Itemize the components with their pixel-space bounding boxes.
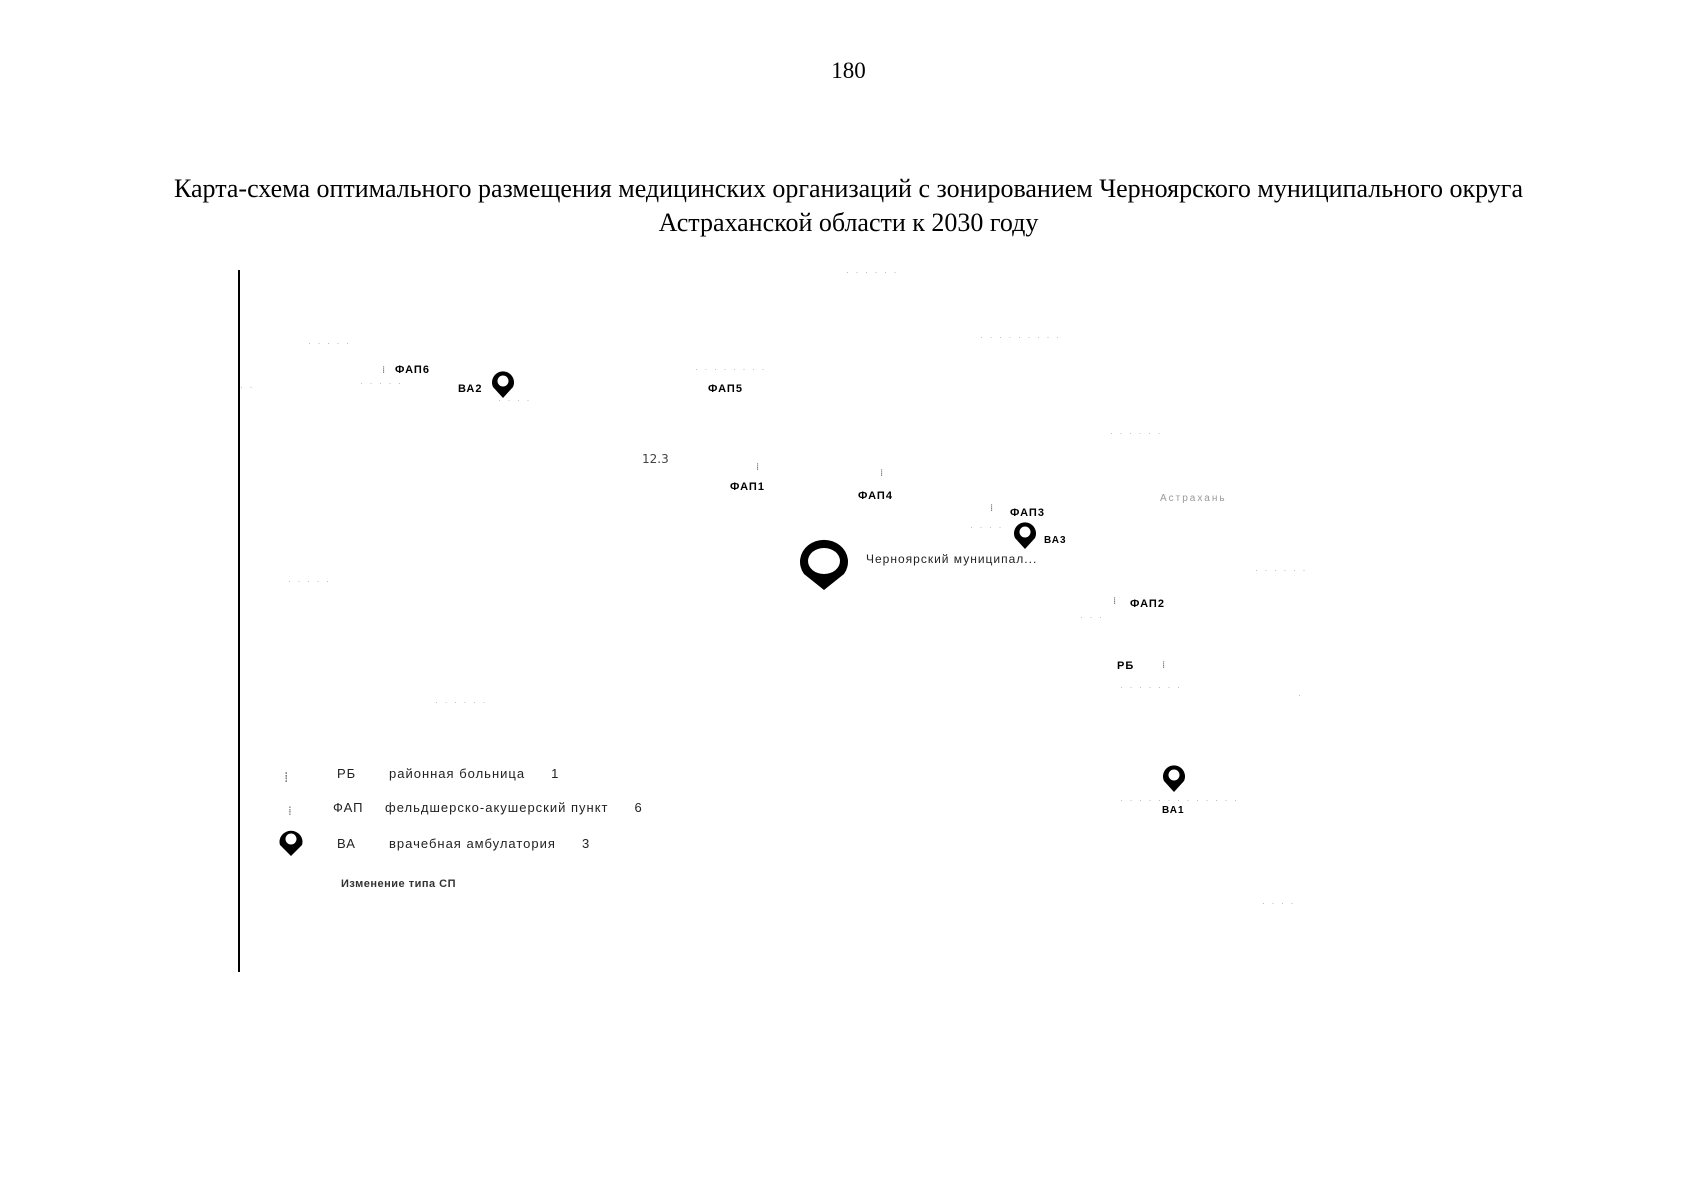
faint-place-label: · · · · bbox=[970, 522, 1004, 532]
label-va2: ВА2 bbox=[458, 383, 483, 395]
faint-place-label: · · · · · bbox=[308, 338, 351, 348]
title-line-2: Астраханской области к 2030 году bbox=[658, 208, 1039, 237]
legend-desc: районная больница bbox=[389, 766, 526, 781]
legend-abbr: ФАП bbox=[333, 800, 364, 815]
fap-marker-icon: ⁞ bbox=[880, 468, 884, 479]
legend-count: 1 bbox=[551, 766, 560, 781]
center-pin-icon[interactable] bbox=[796, 538, 852, 594]
fap-marker-icon: ⁞ bbox=[756, 462, 760, 473]
legend-item-va bbox=[337, 836, 590, 851]
faint-place-label: · bbox=[1298, 690, 1303, 700]
legend-note: Изменение типа СП bbox=[341, 878, 457, 890]
faint-place-label: · · · · · · bbox=[1110, 428, 1163, 438]
map-pin-icon[interactable] bbox=[1010, 521, 1040, 551]
label-fap6: ФАП6 bbox=[395, 364, 430, 376]
legend-abbr: ВА bbox=[337, 836, 356, 851]
legend-count: 3 bbox=[581, 836, 591, 851]
map-pin-icon[interactable] bbox=[488, 370, 518, 400]
legend-desc: фельдшерско-акушерский пункт bbox=[385, 800, 609, 815]
map-pin-icon bbox=[276, 828, 306, 858]
legend-item-rb bbox=[337, 766, 559, 781]
faint-place-label: · · · · · bbox=[360, 378, 403, 388]
label-fap4: ФАП4 bbox=[858, 490, 893, 502]
map-pin-icon[interactable] bbox=[1159, 764, 1189, 794]
label-astrakhan: Астрахань bbox=[1160, 493, 1227, 504]
faint-place-label: · · · · · · bbox=[1255, 565, 1308, 575]
faint-place-label: · · · · bbox=[1262, 898, 1296, 908]
faint-place-label: · · · · · · · · · bbox=[980, 332, 1061, 342]
fap-marker-icon: ⁞ bbox=[990, 503, 994, 514]
label-va1: ВА1 bbox=[1162, 805, 1185, 816]
page-number: 180 bbox=[831, 58, 866, 83]
legend-item-fap bbox=[333, 800, 643, 815]
faint-place-label: · · · · · · bbox=[846, 267, 899, 277]
fap-marker-icon: ⁞ bbox=[1113, 596, 1117, 607]
faint-place-label: · · · · · · · · bbox=[695, 364, 767, 374]
hospital-marker-icon: ⁞ bbox=[284, 770, 289, 786]
faint-place-label: · · · · · · · · · · · · · bbox=[1120, 795, 1239, 805]
faint-place-label: · · · · · · bbox=[435, 697, 488, 707]
label-va3: ВА3 bbox=[1044, 535, 1067, 546]
faint-place-label: · · · · · bbox=[288, 576, 331, 586]
label-rb: РБ bbox=[1117, 660, 1135, 672]
legend-count: 6 bbox=[634, 800, 643, 815]
legend-desc: врачебная амбулатория bbox=[389, 836, 556, 851]
fap-marker-icon: ⁞ bbox=[288, 804, 292, 818]
label-center-name: Черноярский муниципал... bbox=[866, 552, 1038, 566]
faint-place-label: · · · · · · · bbox=[1120, 682, 1182, 692]
legend-abbr: РБ bbox=[337, 766, 357, 781]
faint-place-label: · · · bbox=[1080, 612, 1104, 622]
fap-marker-icon: ⁞ bbox=[382, 365, 386, 376]
label-district-number: 12.3 bbox=[642, 452, 669, 466]
label-fap2: ФАП2 bbox=[1130, 598, 1165, 610]
label-fap3: ФАП3 bbox=[1010, 507, 1045, 519]
faint-place-label: · · · · bbox=[498, 395, 532, 405]
faint-place-label: · · bbox=[240, 382, 255, 392]
label-fap5: ФАП5 bbox=[708, 383, 743, 395]
hospital-marker-icon: ⁞ bbox=[1162, 660, 1166, 671]
title-line-1: Карта-схема оптимального размещения медицинских организаций с зонированием Черноярского муниципального округа bbox=[174, 174, 1523, 203]
label-fap1: ФАП1 bbox=[730, 481, 765, 493]
